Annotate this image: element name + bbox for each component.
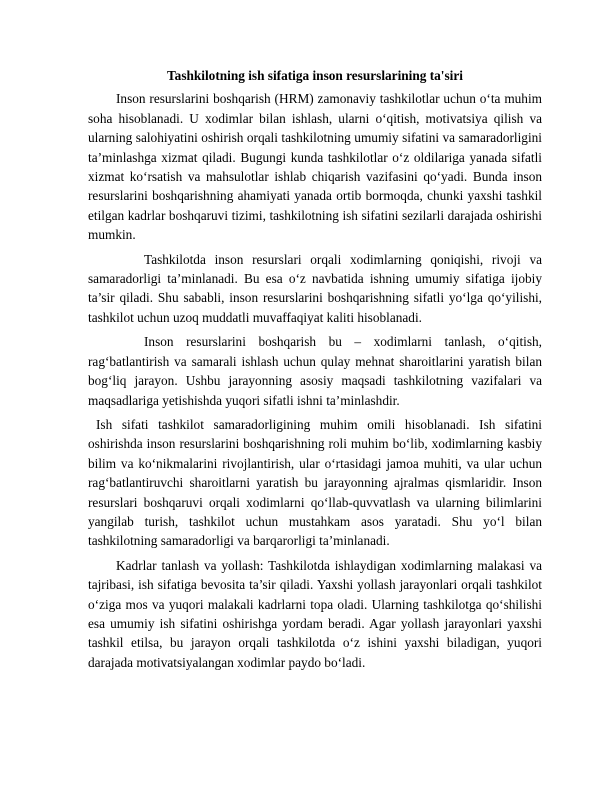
document-title: Tashkilotning ish sifatiga inson resurslarining ta'siri (167, 68, 463, 83)
paragraph-5: Kadrlar tanlash va yollash: Tashkilotda ishlaydigan xodimlarning malakasi va tajribasi, ish sifatiga bevosita ta’sir qiladi. Yaxshi yollash jarayonlari orqali tashkilot o‘ziga mos va yuqori malakali kadrlarni topa oladi. Ularning tashkilotga qo‘shilishi esa umumiy ish sifatini oshirishga yordam beradi. Agar yollash jarayonlari yaxshi tashkil etilsa, bu jarayon orqali tashkilotda o‘z ishini yaxshi biladigan, yuqori darajada motivatsiyalangan xodimlar paydo bo‘ladi. (88, 557, 542, 670)
document-page (88, 66, 542, 677)
paragraph-1: Inson resurslarini boshqarish (HRM) zamonaviy tashkilotlar uchun o‘ta muhim soha hisoblanadi. U xodimlar bilan ishlash, ularni o‘qitish, motivatsiya qilish va ularning salohiyatini oshirish orqali tashkilotning umumiy sifatini va samaradorligini ta’minlashga xizmat qiladi. Bugungi kunda tashkilotlar o‘z oldilariga yanada sifatli xizmat ko‘rsatish va mahsulotlar ishlab chiqarish vazifasini qo‘yadi. Bunda inson resurslarini boshqarishning ahamiyati yanada ortib bormoqda, chunki yaxshi tashkil etilgan kadrlar boshqaruvi tizimi, tashkilotning ish sifatini sezilarli darajada oshirishi mumkin. (88, 91, 542, 243)
paragraph-3: Inson resurslarini boshqarish bu – xodimlarni tanlash, o‘qitish, rag‘batlantirish va samarali ishlash uchun qulay mehnat sharoitlarini yaratish bilan bog‘liq jarayon. Ushbu jarayonning asosiy maqsadi tashkilotning vazifalari va maqsadlariga yetishishda yuqori sifatli ishni ta’minlashdir. (88, 334, 542, 408)
paragraph-2: Tashkilotda inson resurslari orqali xodimlarning qoniqishi, rivoji va samaradorligi ta’minlanadi. Bu esa o‘z navbatida ishning umumiy sifatiga ijobiy ta’sir qiladi. Shu sababli, inson resurslarini boshqarishning sifatli yo‘lga qo‘yilishi, tashkilot uchun uzoq muddatli muvaffaqiyat kaliti hisoblanadi. (88, 251, 542, 325)
paragraph-4: Ish sifati tashkilot samaradorligining muhim omili hisoblanadi. Ish sifatini oshirishda inson resurslarini boshqarishning roli muhim bo‘lib, xodimlarning kasbiy bilim va ko‘nikmalarini rivojlantirish, ular o‘rtasidagi jamoa muhiti, va ular uchun rag‘batlantiruvchi sharoitlarni yaratish bu jarayonning ajralmas qismlaridir. Inson resurslari boshqaruvi orqali xodimlarni qo‘llab-quvvatlash va ularning bilimlarini yangilab turish, tashkilot uchun mustahkam asos yaratadi. Shu yo‘l bilan tashkilotning samaradorligi va barqarorligi ta’minlanadi. (88, 416, 542, 549)
